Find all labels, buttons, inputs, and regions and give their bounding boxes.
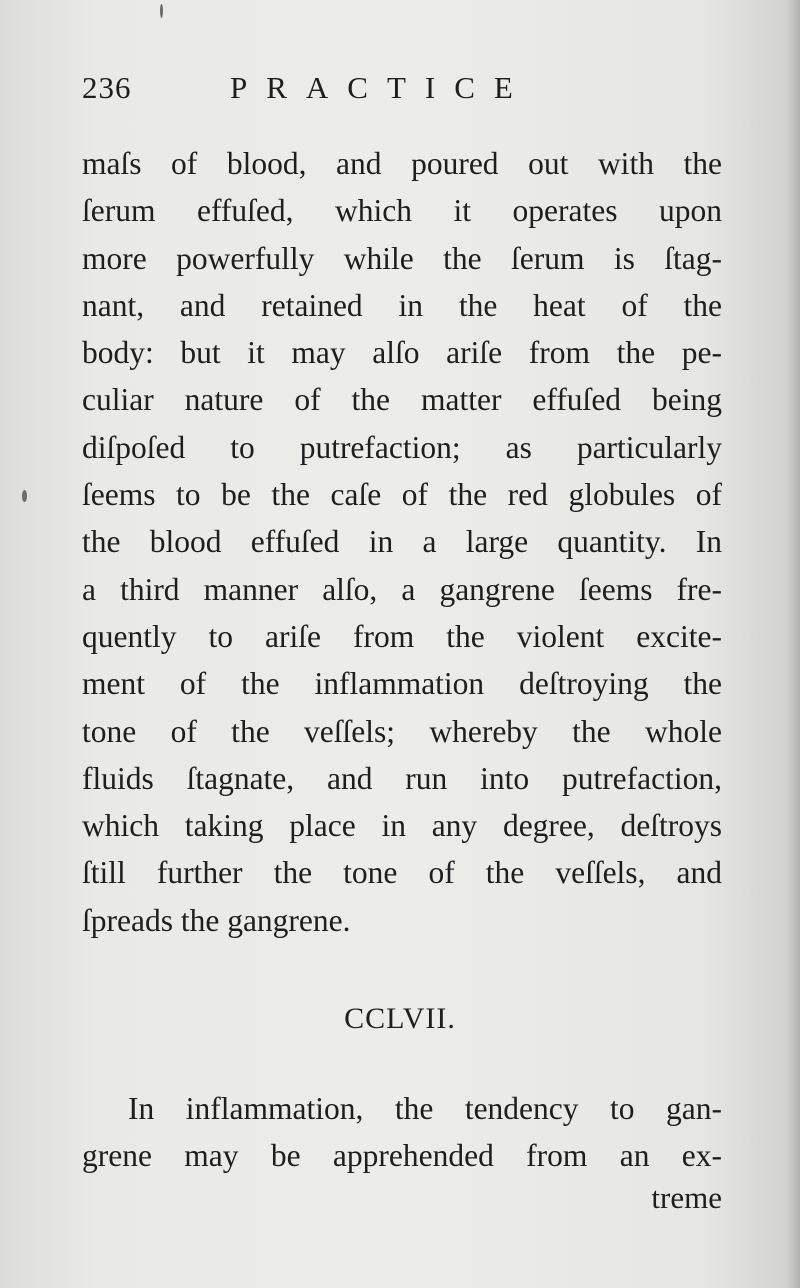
text-line: ſerum effuſed, which it operates upon [82, 193, 722, 229]
text-line: nant, and retained in the heat of the [82, 287, 722, 323]
text-line: ſpreads the gangrene. [82, 902, 351, 938]
section-heading: CCLVII. [344, 1002, 456, 1035]
text-line: a third manner alſo, a gangrene ſeems fre- [82, 571, 722, 607]
text-line: diſpoſed to putrefaction; as particularly [82, 429, 722, 465]
text-line: ſeems to be the caſe of the red globules of [82, 477, 722, 513]
paragraph-2 [82, 1085, 722, 1180]
page-header [82, 70, 742, 120]
text-line: grene may be apprehended from an ex- [82, 1138, 722, 1174]
ink-speck [160, 4, 163, 18]
text-line: body: but it may alſo ariſe from the pe- [82, 335, 722, 371]
catchword: treme [651, 1180, 722, 1215]
text-line: the blood effuſed in a large quantity. In [82, 524, 722, 560]
text-line: maſs of blood, and poured out with the [82, 146, 722, 181]
ink-speck [22, 490, 27, 502]
page-edge-shadow [786, 0, 800, 1288]
running-head: PRACTICE [230, 70, 532, 105]
text-line: quently to ariſe from the violent excite- [82, 618, 722, 654]
text-line: ſtill further the tone of the veſſels, and [82, 855, 722, 891]
text-line: which taking place in any degree, deſtroys [82, 808, 722, 844]
text-line: culiar nature of the matter effuſed being [82, 382, 722, 418]
paragraph-1 [82, 140, 722, 944]
page-number: 236 [82, 70, 132, 105]
text-line: fluids ſtagnate, and run into putrefaction, [82, 760, 722, 796]
text-line: ment of the inflammation deſtroying the [82, 666, 722, 702]
text-line: more powerfully while the ſerum is ſtag- [82, 240, 722, 276]
text-line: In inflammation, the tendency to gan- [128, 1091, 722, 1126]
text-line: tone of the veſſels; whereby the whole [82, 713, 722, 749]
